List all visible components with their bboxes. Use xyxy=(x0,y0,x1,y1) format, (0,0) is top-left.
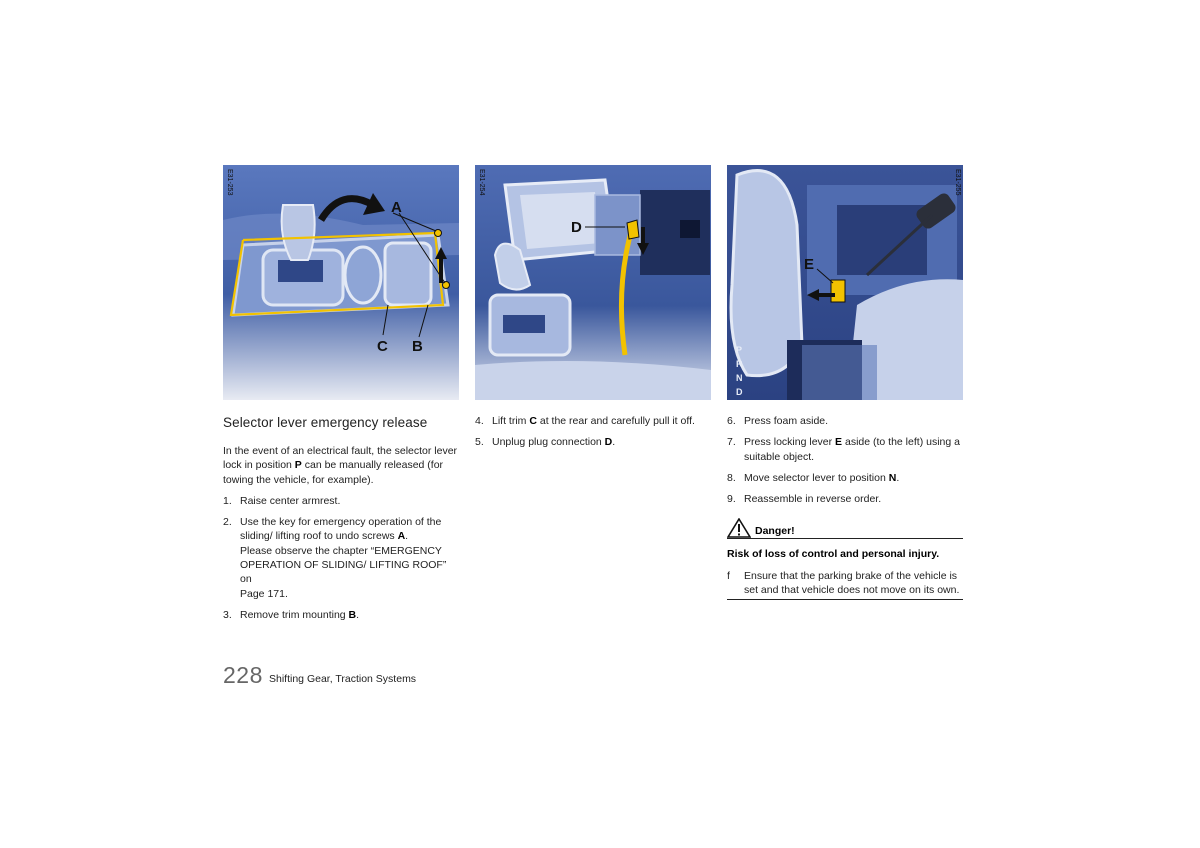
danger-instruction: f Ensure that the parking brake of the vehicle is set and that vehicle does not move on its own. xyxy=(727,569,963,601)
column-lever-release xyxy=(727,414,963,600)
svg-text:R: R xyxy=(736,359,743,369)
step-2: 2. Use the key for emergency operation of the sliding/ lifting roof to undo screws A. Please observe the chapter “EMERGENCY OPERATION OF SLIDING/ LIFTING ROOF” on Page 171. xyxy=(223,515,459,601)
warning-triangle-icon xyxy=(727,518,751,538)
danger-label: Danger! xyxy=(755,525,795,538)
step-4: 4. Lift trim C at the rear and carefully pull it off. xyxy=(475,415,695,427)
callout-e-label: E xyxy=(804,256,815,273)
figure-locking-lever xyxy=(727,165,963,400)
callout-a-label: A xyxy=(391,199,402,216)
figure-plug-connection xyxy=(475,165,711,400)
step-3: 3. Remove trim mounting B. xyxy=(223,608,360,621)
step-6: 6. Press foam aside. xyxy=(727,415,829,427)
page-number: 228 xyxy=(223,662,263,688)
step-1: 1. Raise center armrest. xyxy=(223,494,341,507)
svg-text:D: D xyxy=(736,387,743,397)
callout-d-label: D xyxy=(571,219,582,236)
danger-header xyxy=(727,518,963,539)
section-title: Selector lever emergency release xyxy=(223,415,428,430)
chapter-title: Shifting Gear, Traction Systems xyxy=(269,673,417,685)
step-5: 5. Unplug plug connection D. xyxy=(475,436,616,449)
column-selector-release xyxy=(223,414,459,629)
step-8: 8. Move selector lever to position N. xyxy=(727,471,900,484)
intro-paragraph: In the event of an electrical fault, the selector lever lock in position P can be manually released (for towing the vehicle, for example). xyxy=(223,445,458,486)
callout-c-label: C xyxy=(377,338,388,355)
figure-code: E31-254 xyxy=(478,169,485,196)
steps-list xyxy=(475,414,711,450)
bullet-icon: f xyxy=(727,569,730,582)
svg-text:N: N xyxy=(736,373,743,383)
steps-list xyxy=(727,414,963,506)
svg-text:P: P xyxy=(736,345,743,355)
step-7: 7. Press locking lever E aside (to the left) using a suitable object. xyxy=(727,436,960,463)
steps-list xyxy=(223,494,459,622)
figure-code: E31-253 xyxy=(226,169,233,196)
step-9: 9. Reassemble in reverse order. xyxy=(727,493,882,506)
figure-selector-console xyxy=(223,165,459,400)
danger-risk-text: Risk of loss of control and personal injury. xyxy=(727,548,940,561)
figure-code: E31-255 xyxy=(954,169,961,196)
page-reference: Page 171. xyxy=(240,587,288,600)
column-trim-removal xyxy=(475,414,711,457)
callout-b-label: B xyxy=(412,338,423,355)
